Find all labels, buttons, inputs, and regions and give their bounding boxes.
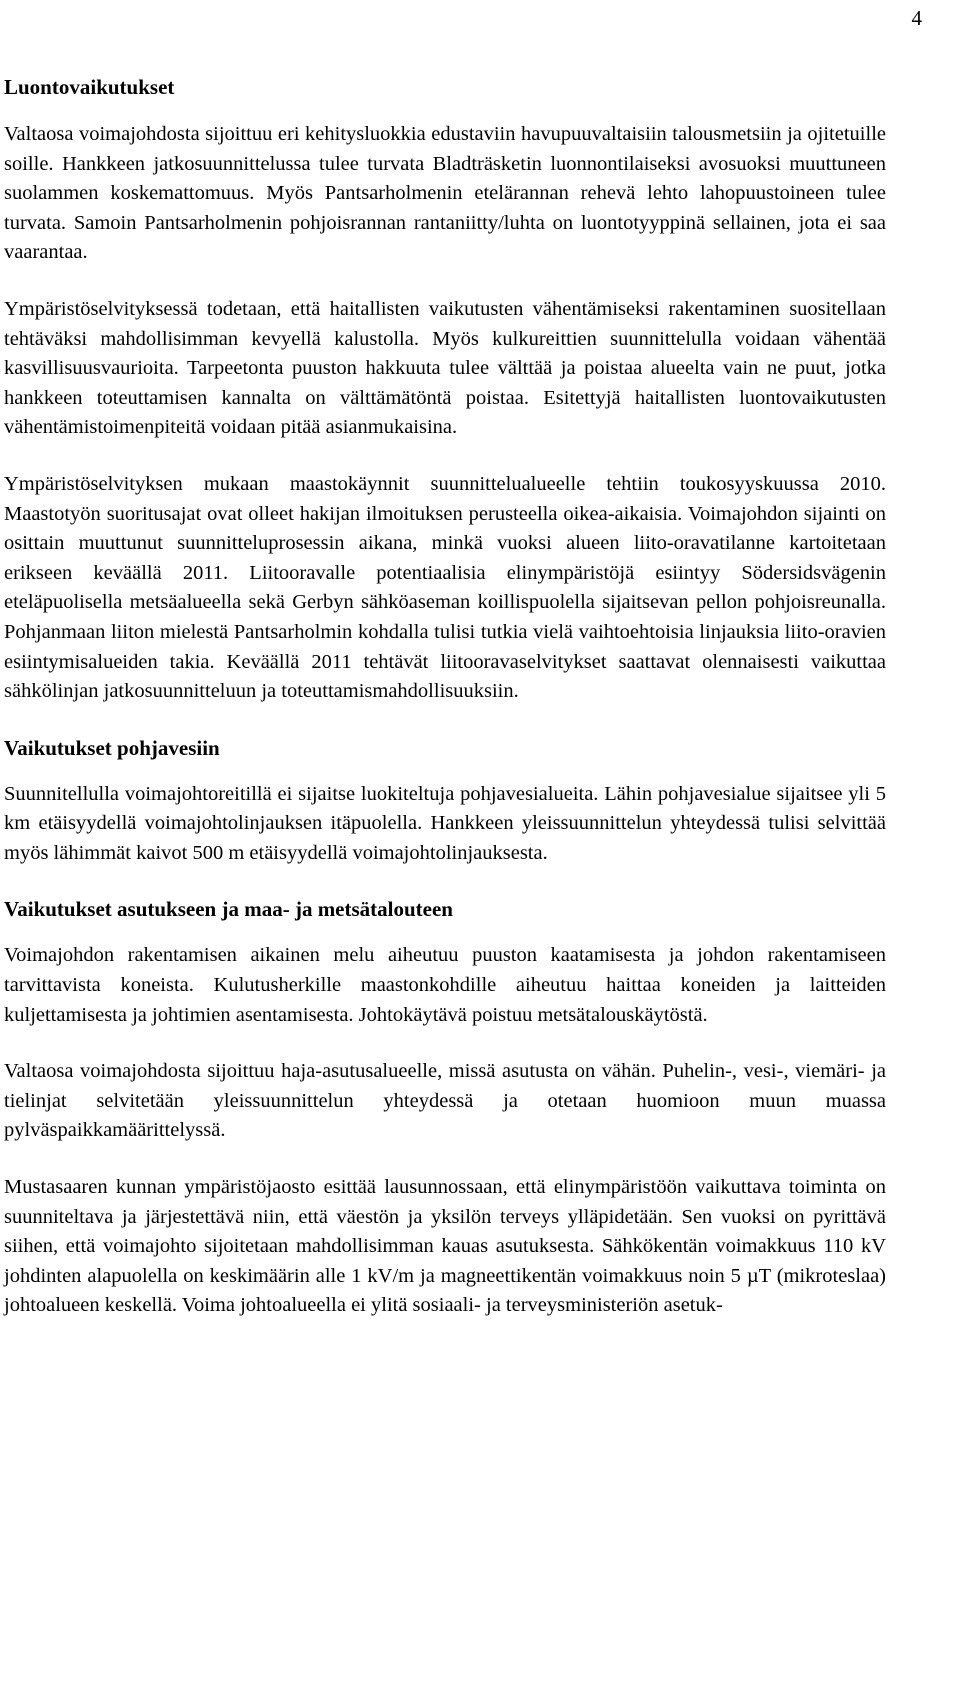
paragraph-asutus-1: Voimajohdon rakentamisen aikainen melu aiheutuu puuston kaatamisesta ja johdon rakentamiseen tarvittavista koneista. Kulutusherkille maastonkohdille aiheutuu haittaa koneiden ja laitteiden kuljettamisesta ja johtimien asentamisesta. Johtokäytävä poistuu metsätalouskäytöstä. (4, 944, 886, 1026)
paragraph-luonto-1: Valtaosa voimajohdosta sijoittuu eri kehitysluokkia edustaviin havupuuvaltaisiin talousmetsiin ja ojitetuille soille. Hankkeen jatkosuunnittelussa tulee turvata Bladträsketin luonnontilaiseksi avosuoksi muuttuneen suolammen koskemattomuus. Myös Pantsarholmenin etelärannan rehevä lehto lahopuustoineen tulee turvata. Samoin Pantsarholmenin pohjoisrannan rantaniitty/luhta on luontotyyppinä sellainen, jota ei saa vaarantaa. (4, 123, 886, 264)
section-heading-asutukseen: Vaikutukset asutukseen ja maa- ja metsätalouteen (4, 897, 453, 922)
section-heading-pohjavesiin: Vaikutukset pohjavesiin (4, 735, 220, 760)
paragraph-luonto-3: Ympäristöselvityksen mukaan maastokäynnit suunnittelualueelle tehtiin toukosyyskuussa 2010. Maastotyön suoritusajat ovat olleet hakijan ilmoituksen perusteella oikea-aikaisia. Voimajohdon sijainti on osittain muuttunut suunnitteluprosessin aikana, minkä vuoksi alueen liito-oravatilanne kartoitetaan erikseen keväällä 2011. Liitooravalle potentiaalisia elinympäristöjä esiintyy Södersidsvägenin eteläpuolisella metsäalueella sekä Gerbyn sähköaseman koillispuolella sijaitsevan pellon pohjoisreunalla. Pohjanmaan liiton mielestä Pantsarholmin kohdalla tulisi tutkia vielä vaihtoehtoisia linjauksia liito-oravien esiintymisalueiden takia. Keväällä 2011 tehtävät liitooravaselvitykset saattavat olennaisesti vaikuttaa sähkölinjan jatkosuunnitteluun ja toteuttamismahdollisuuksiin. (4, 472, 886, 703)
paragraph-asutus-3: Mustasaaren kunnan ympäristöjaosto esittää lausunnossaan, että elinympäristöön vaikuttava toiminta on suunniteltava ja järjestettävä niin, että väestön ja yksilön terveys ylläpidetään. Sen vuoksi on pyrittävä siihen, että voimajohto sijoitetaan mahdollisimman kauas asutuksesta. Sähkökentän voimakkuus 110 kV johdinten alapuolella on keskimäärin alle 1 kV/m ja magneettikentän voimakkuus noin 5 µT (mikroteslaa) johtoalueen keskellä. Voima johtoalueella ei ylitä sosiaali- ja terveysministeriön asetuk- (4, 1176, 886, 1317)
page-content (4, 70, 886, 1321)
paragraph-pohjavesi-1: Suunnitellulla voimajohtoreitillä ei sijaitse luokiteltuja pohjavesialueita. Lähin pohjavesialue sijaitsee yli 5 km etäisyydellä voimajohtolinjauksen itäpuolella. Hankkeen yleissuunnittelun yhteydessä tulisi selvittää myös lähimmät kaivot 500 m etäisyydellä voimajohtolinjauksesta. (4, 782, 886, 864)
paragraph-asutus-2: Valtaosa voimajohdosta sijoittuu haja-asutusalueelle, missä asutusta on vähän. Puhelin-, vesi-, viemäri- ja tielinjat selvitetään yleissuunnittelun yhteydessä ja otetaan huomioon muun muassa pylväspaikkamäärittelyssä. (4, 1060, 886, 1142)
paragraph-luonto-2: Ympäristöselvityksessä todetaan, että haitallisten vaikutusten vähentämiseksi rakentaminen suositellaan tehtäväksi mahdollisimman kevyellä kalustolla. Myös kulkureittien suunnittelulla voidaan vähentää kasvillisuusvaurioita. Tarpeetonta puuston hakkuuta tulee välttää ja poistaa alueelta vain ne puut, jotka hankkeen toteuttamisen kannalta on välttämätöntä poistaa. Esitettyjä haitallisten luontovaikutusten vähentämistoimenpiteitä voidaan pitää asianmukaisina. (4, 297, 886, 439)
page-number: 4 (911, 6, 922, 30)
section-heading-luontovaikutukset: Luontovaikutukset (4, 75, 175, 99)
